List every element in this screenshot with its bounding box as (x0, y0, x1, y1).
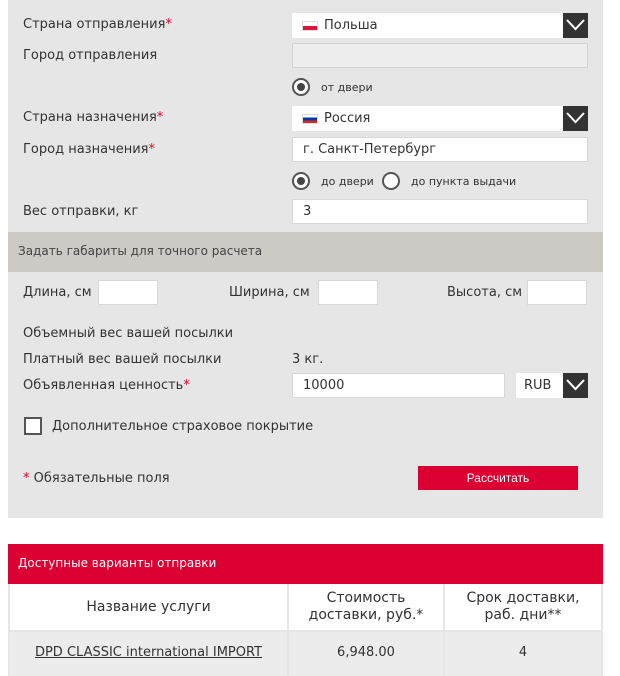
height-input[interactable] (527, 280, 587, 305)
currency-dropdown-button[interactable] (563, 373, 588, 398)
service-cell (10, 645, 287, 660)
declared-value-label: Объявленная ценность* (23, 378, 190, 393)
russia-flag-icon (302, 114, 318, 124)
table-row (10, 632, 287, 676)
chevron-down-icon (566, 379, 585, 391)
cost-cell (289, 632, 443, 676)
paid-weight-label: Платный вес вашей посылки (23, 352, 222, 367)
results-header (8, 544, 603, 584)
dimensions-section-header[interactable] (8, 232, 603, 272)
width-label: Ширина, см (229, 285, 310, 300)
chevron-down-icon (566, 19, 585, 31)
poland-flag-icon (302, 21, 318, 31)
origin-city-label: Город отправления (23, 48, 158, 63)
width-input[interactable] (318, 280, 378, 305)
calculator-form (8, 0, 603, 518)
declared-value-input[interactable]: 10000 (292, 373, 505, 398)
cost-value: 6,948.00 (337, 645, 395, 660)
origin-country-label: Страна отправления* (23, 17, 172, 32)
days-value: 4 (518, 645, 528, 660)
dimensions-title: Задать габариты для точного расчета (18, 244, 263, 258)
required-fields-note: * Обязательные поля (23, 471, 170, 486)
dest-country-select[interactable] (292, 106, 588, 131)
col-header-cost-line1: Стоимость (326, 590, 406, 606)
origin-country-dropdown-button[interactable] (563, 13, 588, 38)
col-header-service-text: Название услуги (86, 599, 211, 615)
delivery-to-door-radio[interactable] (292, 172, 310, 190)
volume-weight-label: Объемный вес вашей посылки (23, 326, 234, 341)
calculate-button[interactable]: Рассчитать (418, 466, 578, 490)
insurance-label: Дополнительное страховое покрытие (52, 419, 314, 434)
col-header-term-line2: раб. дни** (484, 607, 562, 623)
delivery-to-door-label: до двери (321, 175, 374, 188)
results-title: Доступные варианты отправки (18, 556, 217, 570)
length-input[interactable] (98, 280, 158, 305)
days-cell (445, 632, 601, 676)
paid-weight-value: 3 кг. (292, 352, 324, 367)
insurance-checkbox[interactable] (24, 417, 42, 435)
origin-city-input[interactable] (292, 43, 588, 68)
col-header-term-line1: Срок доставки, (466, 590, 580, 606)
col-header-service (10, 584, 287, 630)
origin-country-select[interactable] (292, 13, 588, 38)
col-header-cost (289, 584, 443, 630)
delivery-to-point-radio[interactable] (382, 172, 400, 190)
dest-country-label: Страна назначения* (23, 110, 164, 125)
col-header-cost-line2: доставки, руб.* (308, 607, 424, 623)
currency-value: RUB (524, 378, 552, 393)
height-label: Высота, см (447, 285, 523, 300)
currency-select[interactable] (516, 373, 588, 398)
results-panel (8, 544, 603, 676)
pickup-from-door-label: от двери (321, 81, 373, 94)
dest-city-label: Город назначения* (23, 142, 155, 157)
service-link[interactable]: DPD CLASSIC international IMPORT (34, 645, 263, 660)
chevron-down-icon (566, 112, 585, 124)
length-label: Длина, см (23, 285, 92, 300)
delivery-to-point-label: до пункта выдачи (411, 175, 517, 188)
col-header-term (445, 584, 601, 630)
dest-city-input[interactable]: г. Санкт-Петербург (292, 137, 588, 162)
origin-country-value: Польша (324, 18, 378, 33)
dest-country-value: Россия (324, 111, 371, 126)
weight-input[interactable]: 3 (292, 199, 588, 224)
weight-label: Вес отправки, кг (23, 204, 139, 219)
dest-country-dropdown-button[interactable] (563, 106, 588, 131)
pickup-from-door-radio[interactable] (292, 78, 310, 96)
